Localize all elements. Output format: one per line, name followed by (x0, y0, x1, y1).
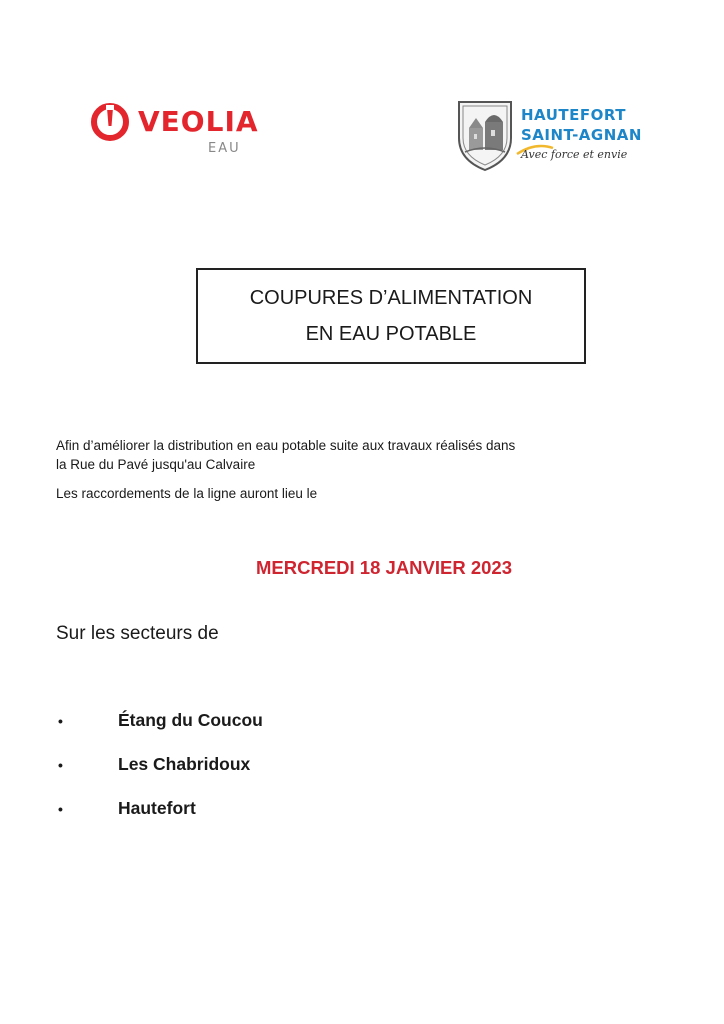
intro-line-3: Les raccordements de la ligne auront lieu le (56, 486, 318, 501)
sector-label: Les Chabridoux (118, 754, 251, 774)
sector-label: Étang du Coucou (118, 710, 263, 730)
castle-crest-icon (455, 98, 515, 172)
list-item (56, 706, 263, 750)
bullet-icon: • (58, 757, 63, 773)
saint-agnan-name: SAINT-AGNAN (521, 126, 642, 144)
sectors-heading: Sur les secteurs de (56, 623, 219, 644)
sector-label: Hautefort (118, 798, 196, 818)
veolia-wordmark: VEOLIA (138, 105, 259, 138)
intro-paragraph (56, 436, 616, 503)
list-item (56, 750, 263, 794)
veolia-mark-icon (90, 102, 130, 142)
intro-line-1: Afin d’améliorer la distribution en eau potable suite aux travaux réalisés dans (56, 438, 516, 453)
list-item (56, 794, 263, 838)
hautefort-logo (455, 98, 645, 178)
title-box (196, 268, 586, 364)
veolia-subtitle: EAU (208, 141, 241, 156)
bullet-icon: • (58, 801, 63, 817)
title-line-2: EN EAU POTABLE (305, 323, 477, 345)
sector-list (56, 706, 263, 838)
hautefort-slogan: Avec force et envie (521, 148, 628, 161)
veolia-logo (90, 100, 280, 160)
outage-date: MERCREDI 18 JANVIER 2023 (256, 557, 513, 578)
title-line-1: COUPURES D’ALIMENTATION (249, 287, 533, 309)
hautefort-name: HAUTEFORT (521, 106, 626, 124)
bullet-icon: • (58, 713, 63, 729)
intro-line-2: la Rue du Pavé jusqu'au Calvaire (56, 457, 256, 472)
